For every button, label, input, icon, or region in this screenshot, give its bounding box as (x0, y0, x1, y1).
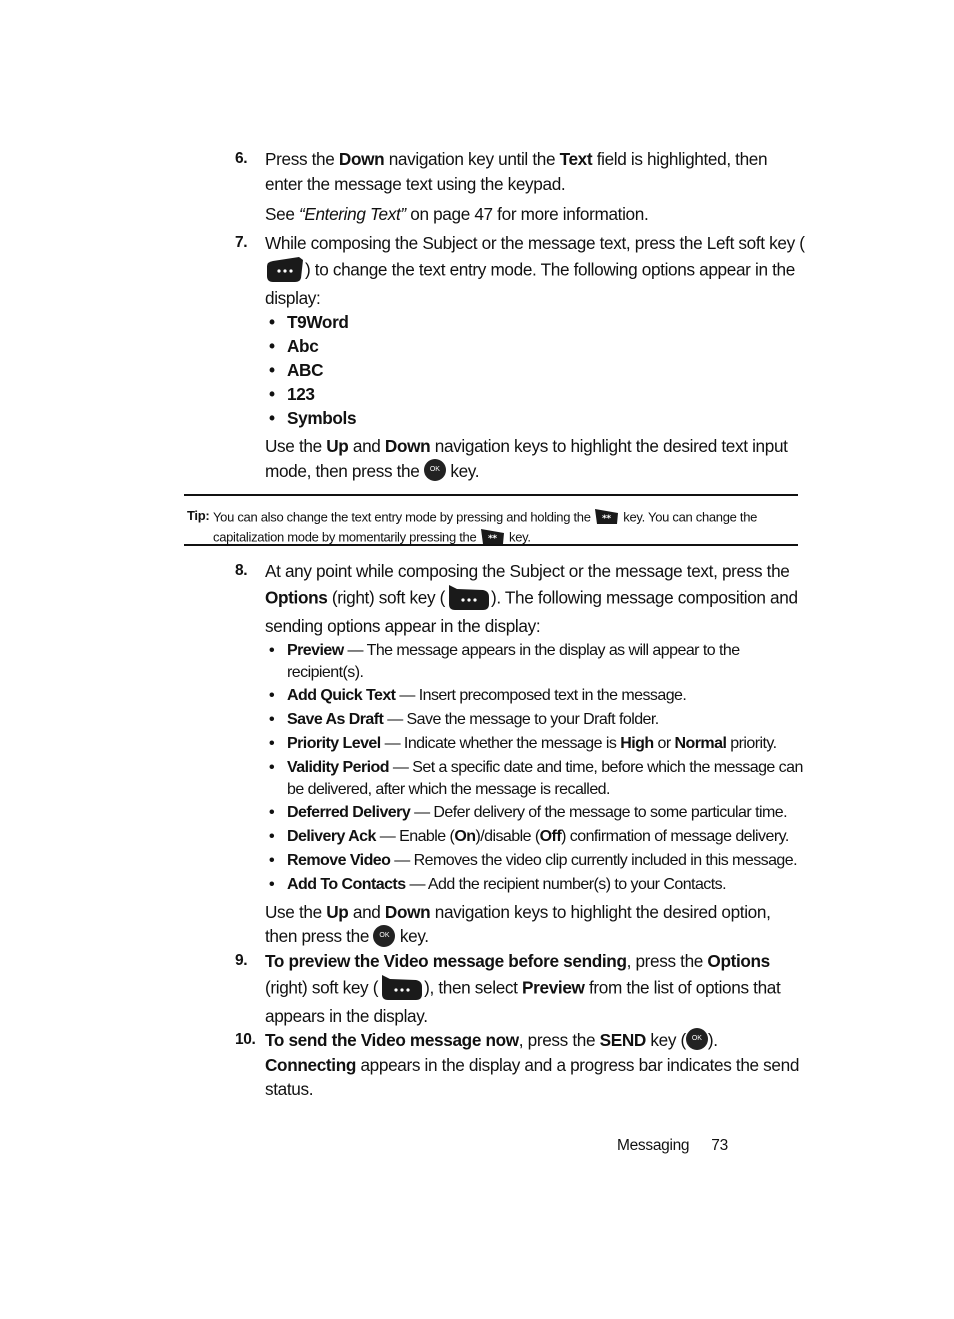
key-name: Down (338, 149, 385, 169)
option-description: — Indicate whether the message is (380, 735, 621, 753)
text: (right) soft key ( (265, 977, 379, 998)
right-soft-key-icon (378, 972, 424, 1002)
option-description: — Enable ( (375, 828, 455, 846)
option-description: — Defer delivery of the message to some particular time. (410, 804, 787, 822)
list-item (287, 757, 805, 800)
text: appears in the display and a progress bar indicates the send status. (265, 1054, 800, 1099)
step-text (265, 147, 805, 196)
key-name: SEND (599, 1030, 646, 1050)
tip-label: Tip: (187, 508, 210, 523)
step-heading: To send the Video message now (265, 1030, 519, 1050)
key-name: Down (384, 436, 431, 456)
text: ). The following message composition and sending options appear in the display: (265, 587, 798, 636)
text: Press the (265, 149, 339, 169)
step-number: 6. (235, 150, 248, 167)
step-number: 8. (235, 562, 248, 579)
list-item (287, 685, 805, 707)
list-item (287, 874, 805, 896)
step-text (265, 1028, 805, 1102)
list-item (287, 826, 805, 848)
list-item: • Abc (287, 334, 805, 358)
step-text (265, 949, 805, 1028)
option-name: Save As Draft (287, 711, 384, 729)
reference-link[interactable]: “Entering Text” (298, 204, 406, 224)
text: from the list of options that appears in the display. (265, 977, 781, 1026)
list-item: • ABC (287, 358, 805, 382)
text: navigation keys to highlight the desired text input mode, then press the (265, 436, 788, 481)
text: ). (707, 1030, 718, 1050)
left-soft-key-icon (265, 254, 305, 284)
text: and (348, 436, 385, 456)
value-name: Normal (674, 735, 727, 753)
field-name: Text (559, 149, 593, 169)
option-name: Deferred Delivery (287, 804, 411, 822)
option-description: — Add the recipient number(s) to your Contacts. (405, 876, 726, 894)
ok-key-icon: OK (373, 925, 395, 947)
text: ), then select (424, 977, 523, 998)
text: key ( (645, 1030, 686, 1050)
text: (right) soft key ( (327, 587, 445, 608)
value-name: On (454, 828, 476, 846)
list-item: • Symbols (287, 406, 805, 430)
step-number: 10. (235, 1031, 256, 1048)
step-8 (235, 559, 805, 949)
option-description: — Set a specific date and time, before which the message can be delivered, after which the message is recalled. (287, 759, 803, 798)
text: navigation keys to highlight the desired option, then press the (265, 901, 771, 947)
option-description: — Insert precomposed text in the message. (395, 687, 687, 705)
step-10 (235, 1028, 805, 1102)
text: and (348, 901, 385, 922)
step-6 (235, 147, 805, 227)
option-name: Delivery Ack (287, 828, 376, 846)
text: , press the (626, 951, 708, 971)
star-key-icon (480, 526, 506, 546)
key-name: Up (326, 901, 349, 922)
list-item: • 123 (287, 382, 805, 406)
text: priority. (726, 735, 777, 753)
step-text (265, 434, 805, 483)
key-name: Up (326, 436, 349, 456)
text: on page 47 for more information. (405, 204, 649, 224)
option-description: — The message appears in the display as will appear to the recipient(s). (287, 642, 740, 681)
step-number: 7. (235, 234, 248, 251)
text: At any point while composing the Subject or the message text, press the (265, 561, 790, 581)
key-name: Options (707, 951, 770, 971)
option-description: — Save the message to your Draft folder. (383, 711, 659, 729)
list-item: • T9Word (287, 310, 805, 334)
section-name: Messaging (617, 1137, 690, 1154)
message-options-list (265, 640, 805, 896)
star-key-icon (594, 506, 620, 526)
svg-text:**: ** (601, 514, 611, 524)
text: navigation key until the (384, 149, 560, 169)
list-item (287, 709, 805, 731)
page-number: 73 (711, 1137, 728, 1154)
svg-text:**: ** (487, 534, 497, 544)
text: Use the (265, 901, 327, 922)
text: ) confirmation of message delivery. (561, 828, 789, 846)
option-name: Preview (522, 977, 585, 998)
step-7 (235, 231, 805, 483)
tip-text (213, 508, 798, 548)
key-name: Down (384, 901, 431, 922)
cross-reference (265, 202, 805, 227)
text: You can also change the text entry mode by pressing and holding the (213, 509, 594, 525)
list-item (287, 850, 805, 872)
page-footer (617, 1137, 728, 1155)
text: key. (505, 529, 531, 545)
list-item (287, 733, 805, 755)
list-item (287, 802, 805, 824)
key-name: Options (265, 587, 328, 608)
text: or (653, 735, 675, 753)
text-entry-mode-list (265, 310, 805, 430)
text: key. (445, 460, 480, 481)
option-name: Add To Contacts (287, 876, 406, 894)
send-key-icon: OK (686, 1028, 708, 1050)
step-heading: To preview the Video message before sending (265, 951, 627, 971)
text: Use the (265, 436, 327, 456)
option-name: Validity Period (287, 759, 390, 777)
text: field is highlighted, then enter the message text using the keypad. (265, 149, 768, 194)
option-description: — Removes the video clip currently included in this message. (390, 852, 798, 870)
step-text (265, 900, 805, 949)
value-name: Off (539, 828, 562, 846)
step-text (265, 559, 805, 638)
option-name: Priority Level (287, 735, 381, 753)
text: key. (395, 926, 429, 947)
step-text (265, 231, 805, 310)
option-name: Remove Video (287, 852, 391, 870)
text: ) to change the text entry mode. The following options appear in the display: (265, 259, 795, 308)
ok-key-icon: OK (424, 459, 446, 481)
option-name: Preview (287, 642, 344, 659)
value-name: High (620, 735, 654, 753)
tip-box (184, 494, 798, 546)
step-number: 9. (235, 952, 248, 969)
option-name: Add Quick Text (287, 687, 396, 705)
step-9 (235, 949, 805, 1028)
list-item (287, 640, 805, 683)
text: )/disable ( (475, 828, 540, 846)
right-soft-key-icon (445, 582, 491, 612)
text: While composing the Subject or the message text, press the Left soft key ( (265, 233, 805, 253)
text: , press the (518, 1030, 600, 1050)
text: See (265, 204, 299, 224)
text: key. You can change the capitalization mode by momentarily pressing the (213, 509, 758, 545)
status-text: Connecting (265, 1054, 357, 1075)
